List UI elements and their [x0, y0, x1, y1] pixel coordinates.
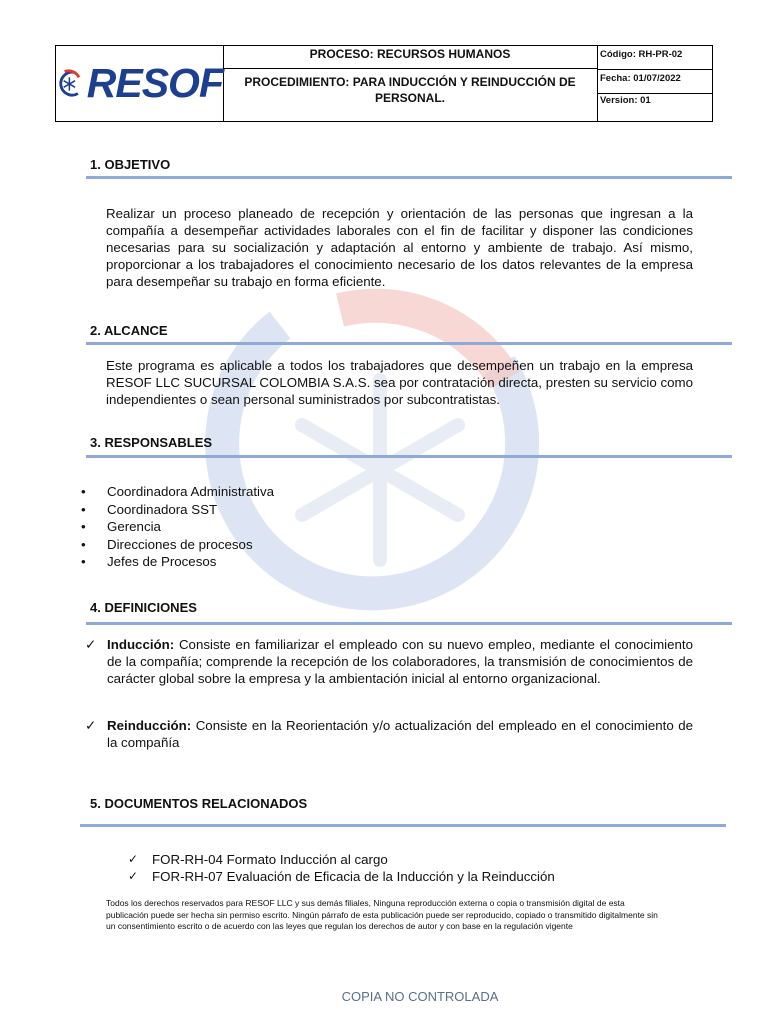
list-item: • Coordinadora Administrativa: [81, 483, 581, 501]
section-rule: [80, 824, 726, 827]
definition-text: Consiste en familiarizar el empleado con su nuevo empleo, mediante el conocimiento de la compañía; comprende la recepción de los colaboradores, la transmisión de conocimientos de carácter global sobre la empresa y la ambientación inicial al entorno organizacional.: [107, 637, 693, 686]
list-item: • Direcciones de procesos: [81, 536, 581, 554]
section-rule: [86, 455, 732, 458]
section-rule: [86, 342, 732, 345]
section-rule: [86, 176, 732, 179]
document-ref: FOR-RH-04 Formato Inducción al cargo: [152, 852, 388, 867]
document-header: [55, 45, 713, 122]
definition-term: Reinducción:: [107, 718, 192, 733]
procedure-title: [223, 74, 597, 106]
document-ref: FOR-RH-07 Evaluación de Eficacia de la Inducción y la Reinducción: [152, 869, 555, 884]
objetivo-text: Realizar un proceso planeado de recepción y orientación de las personas que ingresan a la compañía a desempeñar actividades laborales con el fin de facilitar y disponer las condiciones necesarias para su socialización y adaptación al entorno y ambiente de trabajo. Así mismo, proporcionar a los trabajadores el conocimiento necesario de los datos relevantes de la empresa para desempeñar su trabajo en forma eficiente.: [106, 206, 693, 289]
documentos-list: [128, 851, 555, 885]
section-title-responsables: 3. RESPONSABLES: [90, 435, 213, 450]
section-title-objetivo: 1. OBJETIVO: [90, 157, 171, 172]
resof-watermark: [200, 270, 560, 650]
list-item: • Jefes de Procesos: [81, 553, 581, 571]
section-rule: [86, 622, 732, 625]
procedure-line-1: PROCEDIMIENTO: PARA INDUCCIÓN Y REINDUCCIÓN DE: [244, 75, 576, 89]
doc-code: Código: RH-PR-02: [597, 46, 712, 70]
doc-date: Fecha: 01/07/2022: [597, 70, 712, 94]
list-item: • Coordinadora SST: [81, 501, 581, 519]
header-title-cell: [223, 46, 598, 121]
list-item: [128, 851, 555, 868]
legal-notice: Todos los derechos reservados para RESOF LLC y sus demás filiales, Ninguna reproducción externa o copia o transmisión digital de esta publicación puede ser hecha sin permiso escrito. Ningún párrafo de esta publicación puede ser reproducido, copiado o transmitido digitalmente sin un consentimiento escrito o de acuerdo con las leyes que regulan los derechos de autor y con base en la regulación vigente: [106, 898, 658, 932]
definition-reinduccion: [85, 717, 693, 751]
checkmark-icon: ✓: [85, 637, 97, 652]
section-title-documentos: 5. DOCUMENTOS RELACIONADOS: [90, 796, 308, 811]
list-item: [128, 868, 555, 885]
alcance-text: Este programa es aplicable a todos los trabajadores que desempeñen un trabajo en la empresa RESOF LLC SUCURSAL COLOMBIA S.A.S. sea por contratación directa, presten su servicio como independientes o sean personal suministrados por subcontratistas.: [106, 358, 693, 407]
checkmark-icon: ✓: [128, 852, 139, 866]
procedure-line-2: PERSONAL.: [374, 91, 445, 105]
list-item: • Gerencia: [81, 518, 581, 536]
section-title-alcance: 2. ALCANCE: [90, 323, 168, 338]
definition-text: Consiste en la Reorientación y/o actualización del empleado en el conocimiento de la compañía: [107, 718, 693, 750]
doc-version: Version: 01: [600, 95, 651, 106]
snowflake-logo-icon: [56, 67, 83, 101]
responsables-list: [81, 483, 581, 571]
section-title-definiciones: 4. DEFINICIONES: [90, 600, 197, 615]
checkmark-icon: ✓: [85, 718, 97, 733]
footer-uncontrolled-copy: COPIA NO CONTROLADA: [341, 989, 499, 1004]
checkmark-icon: ✓: [128, 869, 139, 883]
process-title: PROCESO: RECURSOS HUMANOS: [223, 46, 597, 69]
header-meta-cell: [597, 46, 712, 121]
logo: [56, 46, 224, 121]
definition-term: Inducción:: [107, 637, 175, 652]
logo-text: RESOF: [86, 60, 223, 106]
definition-induccion: [85, 636, 693, 687]
